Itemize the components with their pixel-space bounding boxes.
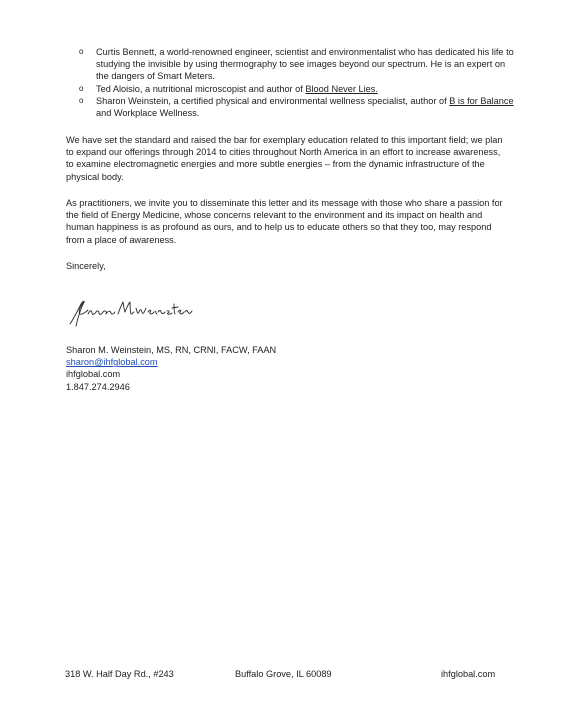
book-title: B is for Balance [449,95,514,106]
signature-block [66,344,276,393]
handwritten-signature [66,290,196,334]
paragraph-education: We have set the standard and raised the bar for exemplary education related to this important field; we plan to expand our offerings through 2014 to cities throughout North America in an effort to increase awareness, to examine electromagnetic energies and more subtle energies – from the dynamic infrastructure of the physical body. [66,135,503,182]
list-item-text: Curtis Bennett, a world-renowned engineer, scientist and environmentalist who has dedicated his life to studying the invisible by using thermography to see images beyond our spectrum. He is an expert on the dangers of Smart Meters. [96,47,514,82]
closing: Sincerely, [66,261,106,271]
bullet-circle-icon: o [79,95,84,105]
list-item [79,83,519,95]
signer-email-link[interactable]: sharon@ihfglobal.com [66,357,158,368]
signer-name: Sharon M. Weinstein, MS, RN, CRNI, FACW, FAAN [66,345,277,355]
list-item [79,95,519,119]
speaker-list [79,46,519,119]
paragraph-invitation: As practitioners, we invite you to disseminate this letter and its message with those who share a passion for the field of Energy Medicine, whose concerns relevant to the environment and its impact on health and human happiness is as profound as ours, and to help us to educate others so that they too, may respond from a place of awareness. [66,198,503,245]
bullet-circle-icon: o [79,83,84,93]
list-item-text: Ted Aloisio, a nutritional microscopist and author of [96,83,306,94]
book-title: Blood Never Lies. [305,83,378,94]
bullet-circle-icon: o [79,47,84,56]
signer-phone: 1.847.274.2946 [66,381,130,392]
signer-website: ihfglobal.com [66,369,121,380]
list-item-text-tail: and Workplace Wellness. [96,108,200,119]
footer-website: ihfglobal.com [441,669,496,679]
footer-city: Buffalo Grove, IL 60089 [235,669,332,679]
page-footer [0,668,562,682]
list-item-text: Sharon Weinstein, a certified physical and environmental wellness specialist, author of [96,95,450,106]
list-item [79,46,519,83]
footer-address: 318 W. Half Day Rd., #243 [65,669,174,679]
